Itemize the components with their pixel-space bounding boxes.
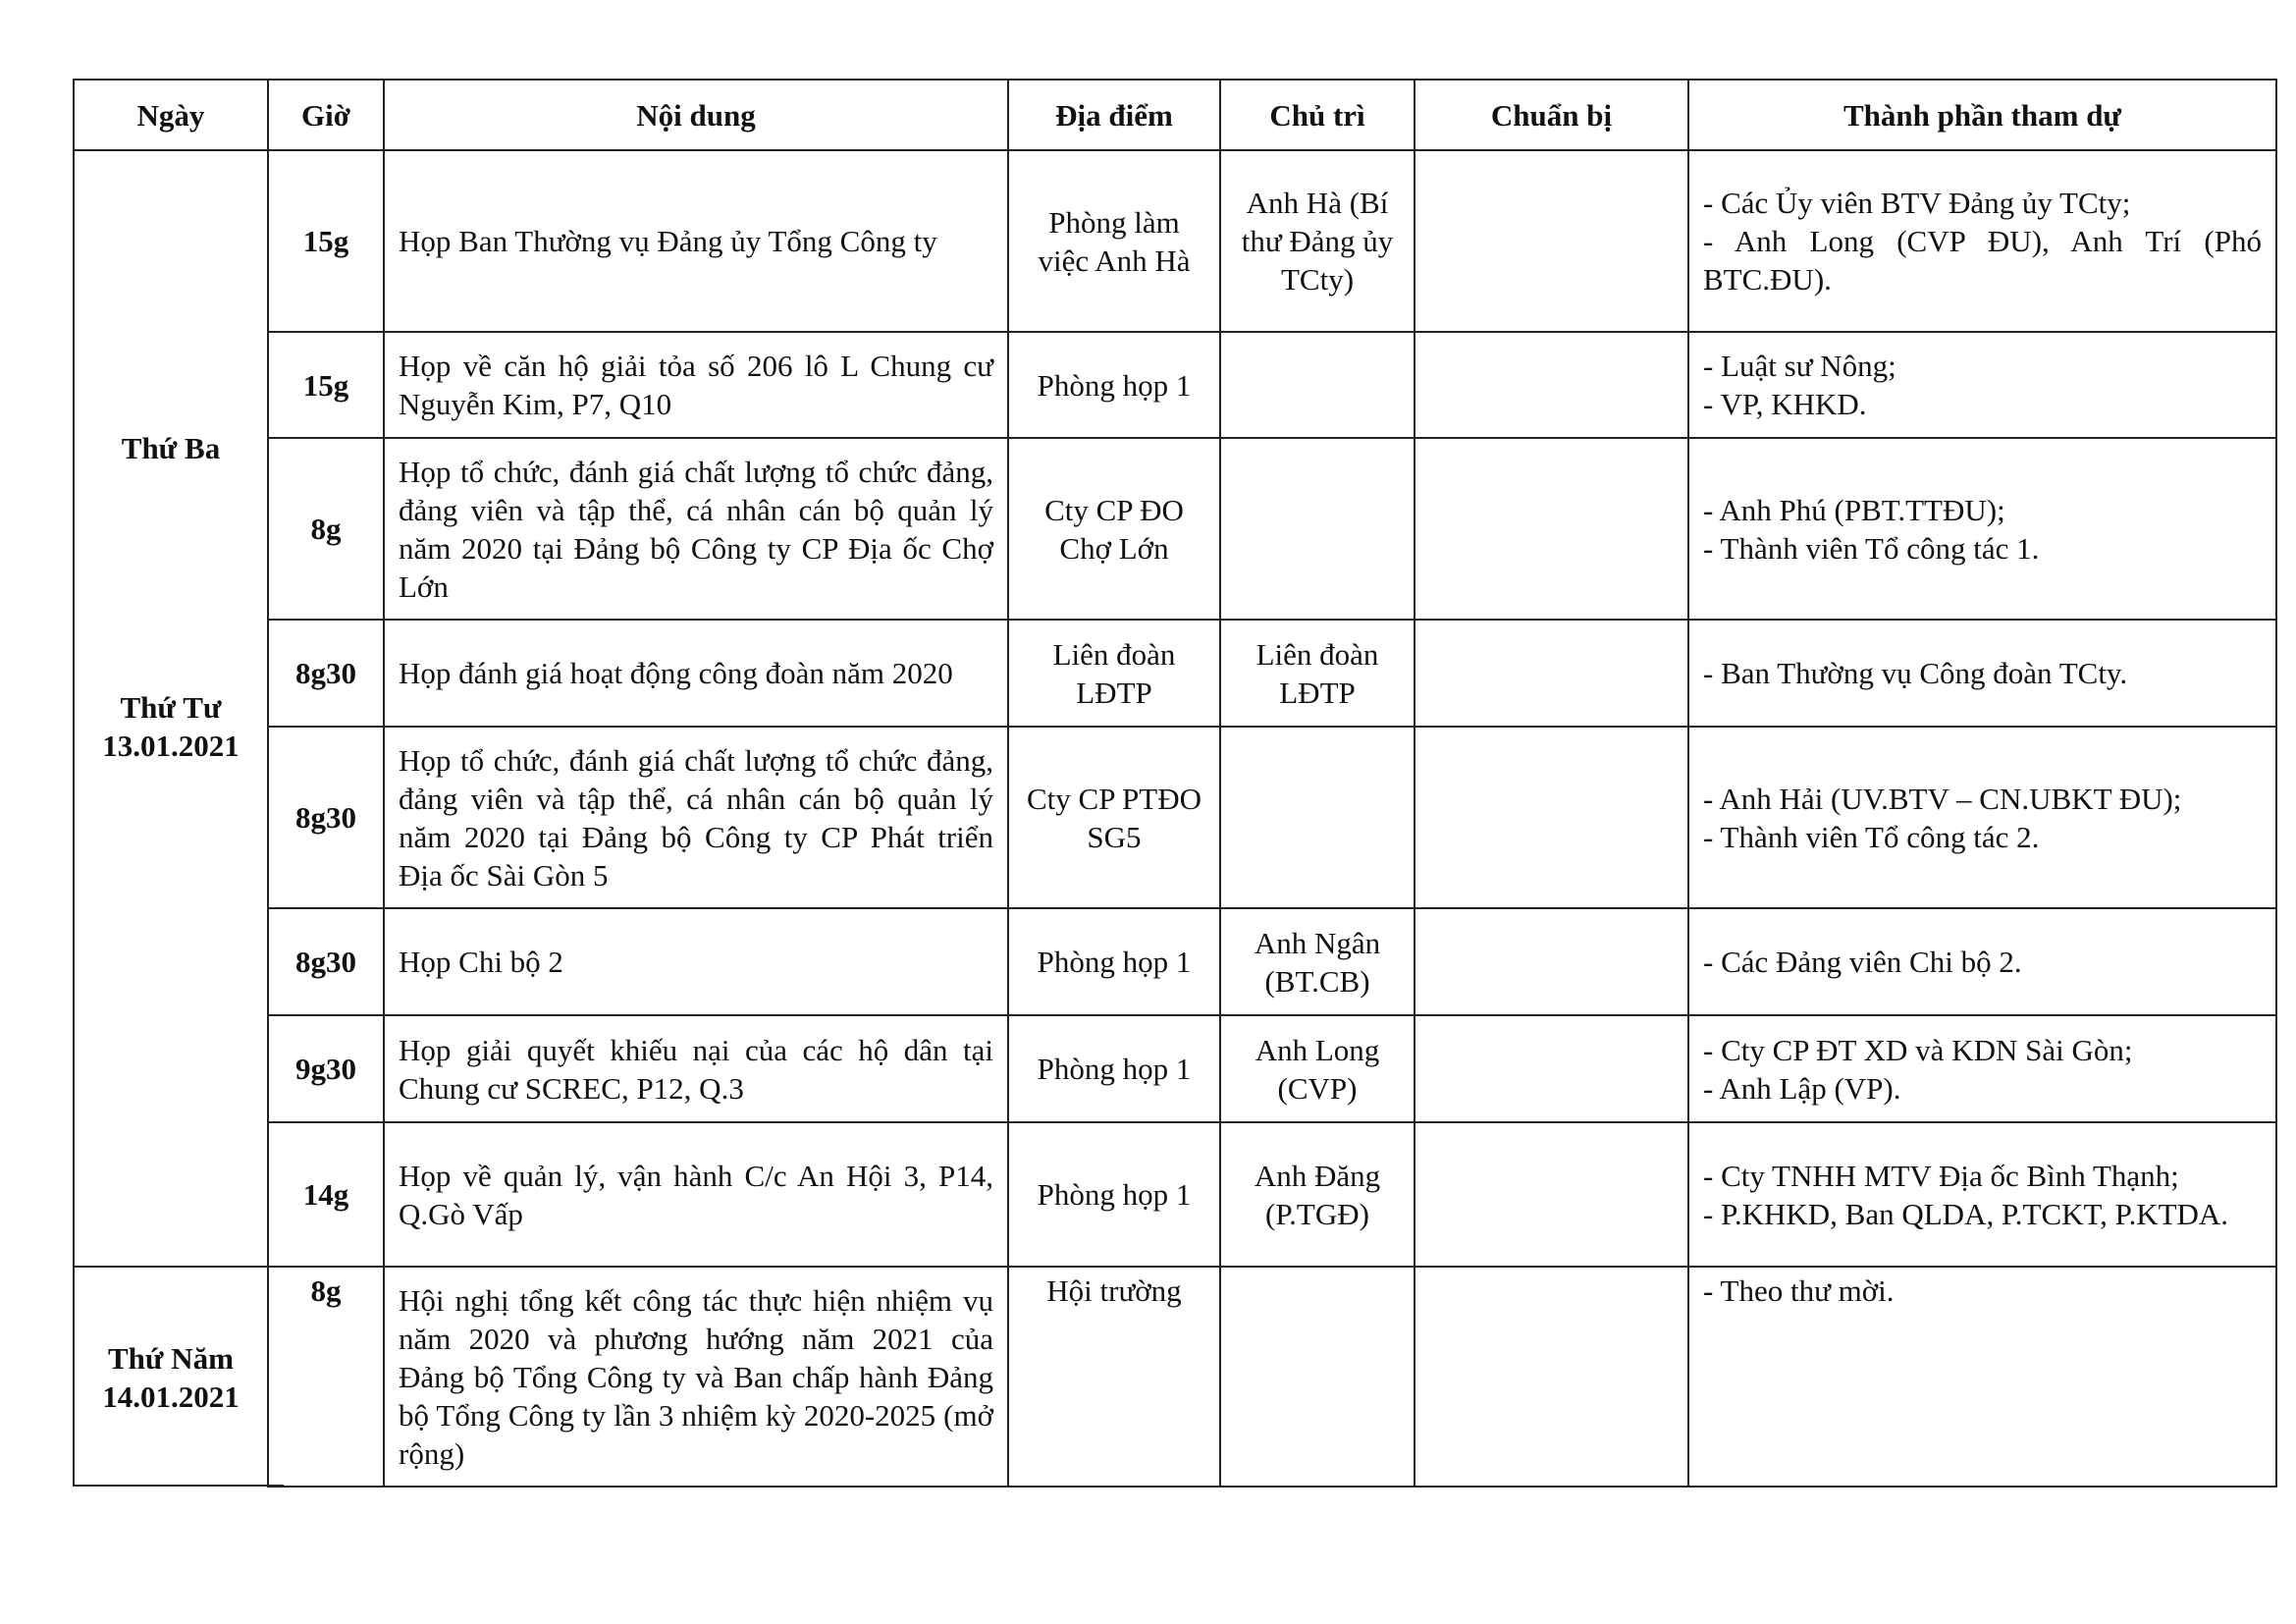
attendees-cell <box>1688 150 2276 332</box>
place-cell: Liên đoàn LĐTP <box>1008 620 1220 727</box>
attendee-line: - Ban Thường vụ Công đoàn TCty. <box>1703 656 2128 690</box>
prep-cell <box>1415 1267 1688 1487</box>
attendee-line: - VP, KHKD. <box>1703 387 1867 421</box>
day-name-tue: Thứ Ba <box>121 431 221 465</box>
host-cell <box>1220 332 1415 438</box>
table-row <box>74 1015 2276 1122</box>
prep-cell <box>1415 150 1688 332</box>
place-cell: Phòng họp 1 <box>1008 1122 1220 1267</box>
time-cell: 8g <box>268 1267 384 1487</box>
attendee-line: - Anh Phú (PBT.TTĐU); <box>1703 492 2005 527</box>
content-cell: Họp tổ chức, đánh giá chất lượng tổ chức đảng, đảng viên và tập thể, cá nhân cán bộ quản lý năm 2020 tại Đảng bộ Công ty CP Phát triển Địa ốc Sài Gòn 5 <box>384 727 1008 908</box>
day-cell-thu <box>74 1267 268 1487</box>
attendee-line: - Cty TNHH MTV Địa ốc Bình Thạnh; <box>1703 1158 2179 1193</box>
time-cell: 8g30 <box>268 727 384 908</box>
prep-cell <box>1415 438 1688 620</box>
table-row <box>74 438 2276 620</box>
header-attendees: Thành phần tham dự <box>1688 80 2276 150</box>
attendees-cell <box>1688 332 2276 438</box>
time-cell: 14g <box>268 1122 384 1267</box>
attendee-line: - Luật sư Nông; <box>1703 349 1896 383</box>
content-cell: Hội nghị tổng kết công tác thực hiện nhiệm vụ năm 2020 và phương hướng năm 2021 của Đảng bộ Tổng Công ty và Ban chấp hành Đảng bộ Tổng Công ty lần 3 nhiệm kỳ 2020-2025 (mở rộng) <box>384 1267 1008 1487</box>
attendees-cell <box>1688 1122 2276 1267</box>
content-cell: Họp về căn hộ giải tỏa số 206 lô L Chung cư Nguyễn Kim, P7, Q10 <box>384 332 1008 438</box>
place-cell: Phòng họp 1 <box>1008 1015 1220 1122</box>
content-cell: Họp giải quyết khiếu nại của các hộ dân tại Chung cư SCREC, P12, Q.3 <box>384 1015 1008 1122</box>
table-row <box>74 332 2276 438</box>
time-cell: 9g30 <box>268 1015 384 1122</box>
header-row <box>74 80 2276 150</box>
day-name-wed: Thứ Tư <box>120 690 222 725</box>
host-cell: Anh Đăng (P.TGĐ) <box>1220 1122 1415 1267</box>
day-name-thu: Thứ Năm <box>108 1340 234 1376</box>
day-date-thu: 14.01.2021 <box>102 1379 240 1414</box>
attendees-cell <box>1688 727 2276 908</box>
content-cell: Họp tổ chức, đánh giá chất lượng tổ chức đảng, đảng viên và tập thể, cá nhân cán bộ quản lý năm 2020 tại Đảng bộ Công ty CP Địa ốc Chợ Lớn <box>384 438 1008 620</box>
host-cell <box>1220 727 1415 908</box>
host-cell: Anh Long (CVP) <box>1220 1015 1415 1122</box>
table-row <box>74 620 2276 727</box>
attendee-line: - Cty CP ĐT XD và KDN Sài Gòn; <box>1703 1032 2133 1067</box>
time-cell: 15g <box>268 150 384 332</box>
place-cell: Phòng họp 1 <box>1008 908 1220 1015</box>
place-cell: Hội trường <box>1008 1267 1220 1487</box>
place-cell: Cty CP PTĐO SG5 <box>1008 727 1220 908</box>
attendee-line: - Các Ủy viên BTV Đảng ủy TCty; <box>1703 186 2131 220</box>
table-row <box>74 908 2276 1015</box>
content-cell: Họp về quản lý, vận hành C/c An Hội 3, P14, Q.Gò Vấp <box>384 1122 1008 1267</box>
table-row <box>74 1267 2276 1487</box>
header-content: Nội dung <box>384 80 1008 150</box>
attendee-line: - Anh Lập (VP). <box>1703 1070 1901 1106</box>
header-time: Giờ <box>268 80 384 150</box>
place-cell: Cty CP ĐO Chợ Lớn <box>1008 438 1220 620</box>
attendee-line: - P.KHKD, Ban QLDA, P.TCKT, P.KTDA. <box>1703 1196 2229 1231</box>
prep-cell <box>1415 1122 1688 1267</box>
time-cell: 8g30 <box>268 620 384 727</box>
header-prep: Chuẩn bị <box>1415 80 1688 150</box>
header-place: Địa điểm <box>1008 80 1220 150</box>
attendee-line: - Các Đảng viên Chi bộ 2. <box>1703 945 2022 979</box>
attendee-line: - Thành viên Tổ công tác 2. <box>1703 819 2040 854</box>
table-row <box>74 150 2276 332</box>
day-cell-tue-wed <box>74 150 268 1267</box>
attendees-cell <box>1688 908 2276 1015</box>
meeting-schedule-table <box>73 79 2277 1488</box>
content-cell: Họp Chi bộ 2 <box>384 908 1008 1015</box>
content-cell: Họp đánh giá hoạt động công đoàn năm 2020 <box>384 620 1008 727</box>
attendee-line: - Thành viên Tổ công tác 1. <box>1703 530 2040 566</box>
host-cell: Liên đoàn LĐTP <box>1220 620 1415 727</box>
header-day: Ngày <box>74 80 268 150</box>
prep-cell <box>1415 332 1688 438</box>
attendees-cell <box>1688 438 2276 620</box>
time-cell: 8g30 <box>268 908 384 1015</box>
attendees-cell <box>1688 1015 2276 1122</box>
host-cell <box>1220 1267 1415 1487</box>
table-row <box>74 1122 2276 1267</box>
place-cell: Phòng họp 1 <box>1008 332 1220 438</box>
content-cell: Họp Ban Thường vụ Đảng ủy Tổng Công ty <box>384 150 1008 332</box>
host-cell: Anh Ngân (BT.CB) <box>1220 908 1415 1015</box>
time-cell: 8g <box>268 438 384 620</box>
host-cell: Anh Hà (Bí thư Đảng ủy TCty) <box>1220 150 1415 332</box>
header-host: Chủ trì <box>1220 80 1415 150</box>
host-cell <box>1220 438 1415 620</box>
table-row <box>74 727 2276 908</box>
attendees-cell <box>1688 1267 2276 1487</box>
attendees-cell <box>1688 620 2276 727</box>
place-cell: Phòng làm việc Anh Hà <box>1008 150 1220 332</box>
prep-cell <box>1415 727 1688 908</box>
attendee-line: - Anh Long (CVP ĐU), Anh Trí (Phó BTC.ĐU). <box>1703 224 2262 297</box>
prep-cell <box>1415 620 1688 727</box>
table-bottom-rule <box>73 1485 284 1487</box>
prep-cell <box>1415 1015 1688 1122</box>
attendee-line: - Theo thư mời. <box>1703 1273 1895 1308</box>
prep-cell <box>1415 908 1688 1015</box>
day-date-wed: 13.01.2021 <box>102 729 240 763</box>
time-cell: 15g <box>268 332 384 438</box>
attendee-line: - Anh Hải (UV.BTV – CN.UBKT ĐU); <box>1703 781 2182 816</box>
